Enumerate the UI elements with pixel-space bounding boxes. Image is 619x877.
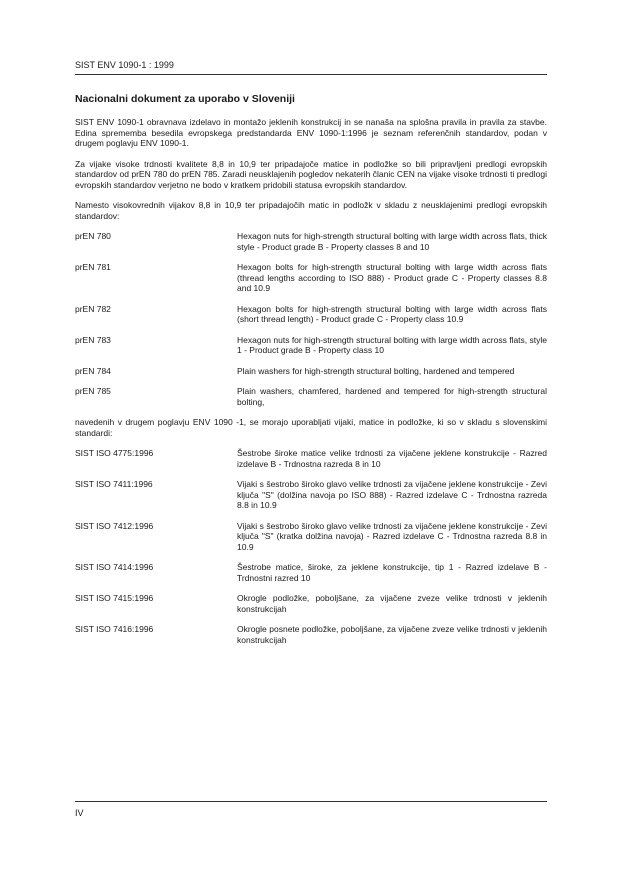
header-divider xyxy=(75,74,547,75)
standard-code: SIST ISO 7412:1996 xyxy=(75,520,154,531)
page-title: Nacionalni dokument za uporabo v Sloveniji xyxy=(75,93,295,105)
standard-code: SIST ISO 7411:1996 xyxy=(75,479,153,489)
footer-divider xyxy=(75,801,547,802)
paragraph: Za vijake visoke trdnosti kvalitete 8,8 in 10,9 ter pripadajoče matice in podložke so bili pripravljeni predlogi evropskih standardov od prEN 780 do prEN 785. Zaradi neusklajenih pogledov nekaterih članic CEN na vijake visoke trdnosti ti predlogi evropskih standardov verjetno ne bodo v kratkem pridobili statusa evropskih standardov. xyxy=(75,158,547,190)
paragraph: Namesto visokovrednih vijakov 8,8 in 10,9 ter pripadajočih matic in podložk v skladu z neusklajenimi predlogi evropskih standardov: xyxy=(75,200,547,221)
standard-description: Plain washers, chamfered, hardened and tempered for high-strength structural bolting, xyxy=(237,386,547,407)
standard-description: Hexagon nuts for high-strength structural bolting with large width across flats, thick style - Product grade B - Property classes 8 and 10 xyxy=(237,231,547,252)
standard-description: Plain washers for high-strength structural bolting, hardened and tempered xyxy=(237,365,515,376)
standard-code: prEN 780 xyxy=(75,231,111,241)
standard-description: Hexagon nuts for high-strength structural bolting with large width across flats, style 1 - Product grade B - Property class 10 xyxy=(237,334,547,355)
document-body xyxy=(75,117,547,655)
sist-standards-list xyxy=(75,448,547,645)
standard-description: Okrogle podložke, poboljšane, za vijačene zveze velike trdnosti v jeklenih konstrukcijah xyxy=(237,593,547,614)
header-doc-id: SIST ENV 1090-1 : 1999 xyxy=(75,60,174,70)
list-item xyxy=(75,262,547,294)
list-item xyxy=(75,231,547,252)
list-item xyxy=(75,386,547,407)
standard-code: SIST ISO 4775:1996 xyxy=(75,448,154,458)
standard-code: SIST ISO 7414:1996 xyxy=(75,562,154,572)
list-item xyxy=(75,448,547,469)
standard-description: Vijaki s šestrobo široko glavo velike trdnosti za vijačene jeklene konstrukcije - Zevi ključa "S" (kratka dolžina navoja) - Razred izdelave C - Trdnostna razreda 8.8 in 10.9 xyxy=(237,520,547,552)
standard-description: Šestrobe široke matice velike trdnosti za vijačene jeklene konstrukcije - Razred izdelave B - Trdnostna razreda 8 in 10 xyxy=(237,448,547,469)
standard-code: prEN 784 xyxy=(75,365,111,376)
list-item xyxy=(75,562,547,583)
standard-description: Okrogle posnete podložke, poboljšane, za vijačene zveze velike trdnosti v jeklenih konstrukcijah xyxy=(237,624,547,645)
list-item xyxy=(75,521,547,553)
standard-description: Hexagon bolts for high-strength structural bolting with large width across flats (thread lengths according to ISO 888) - Product grade C - Property classes 8.8 and 10.9 xyxy=(237,262,547,293)
list-item xyxy=(75,335,547,356)
list-item xyxy=(75,304,547,325)
standard-code: prEN 783 xyxy=(75,334,111,345)
standard-description: Vijaki s šestrobo široko glavo velike trdnosti za vijačene jeklene konstrukcije - Zevi ključa "S" (dolžina navoja po ISO 888) - Razred izdelave C - Trdnostna razreda 8.8 in 10.9 xyxy=(237,479,547,510)
standard-description: Hexagon bolts for high-strength structural bolting with large width across flats (short thread length) - Product grade C - Property class 10.9 xyxy=(237,303,547,324)
standard-description: Šestrobe matice, široke, za jeklene konstrukcije, tip 1 - Razred izdelave B - Trdnostni razred 10 xyxy=(237,562,547,583)
list-item xyxy=(75,624,547,645)
page-number: IV xyxy=(75,808,84,818)
list-item xyxy=(75,366,547,377)
standard-code: SIST ISO 7416:1996 xyxy=(75,624,154,634)
list-item xyxy=(75,479,547,511)
standard-code: SIST ISO 7415:1996 xyxy=(75,593,154,603)
standard-code: prEN 782 xyxy=(75,303,111,314)
pren-standards-list xyxy=(75,231,547,407)
list-item xyxy=(75,593,547,614)
paragraph: navedenih v drugem poglavju ENV 1090 -1, se morajo uporabljati vijaki, matice in podložke, ki so v skladu s slovenskimi standardi: xyxy=(75,417,547,438)
paragraph: SIST ENV 1090-1 obravnava izdelavo in montažo jeklenih konstrukcij in se nanaša na splošna pravila in pravila za stavbe. Edina sprememba besedila evropskega predstandarda ENV 1090-1:1996 je seznam referenčnih standardov, podan v drugem poglavju ENV 1090-1. xyxy=(75,117,547,148)
standard-code: prEN 785 xyxy=(75,386,111,396)
standard-code: prEN 781 xyxy=(75,262,111,272)
